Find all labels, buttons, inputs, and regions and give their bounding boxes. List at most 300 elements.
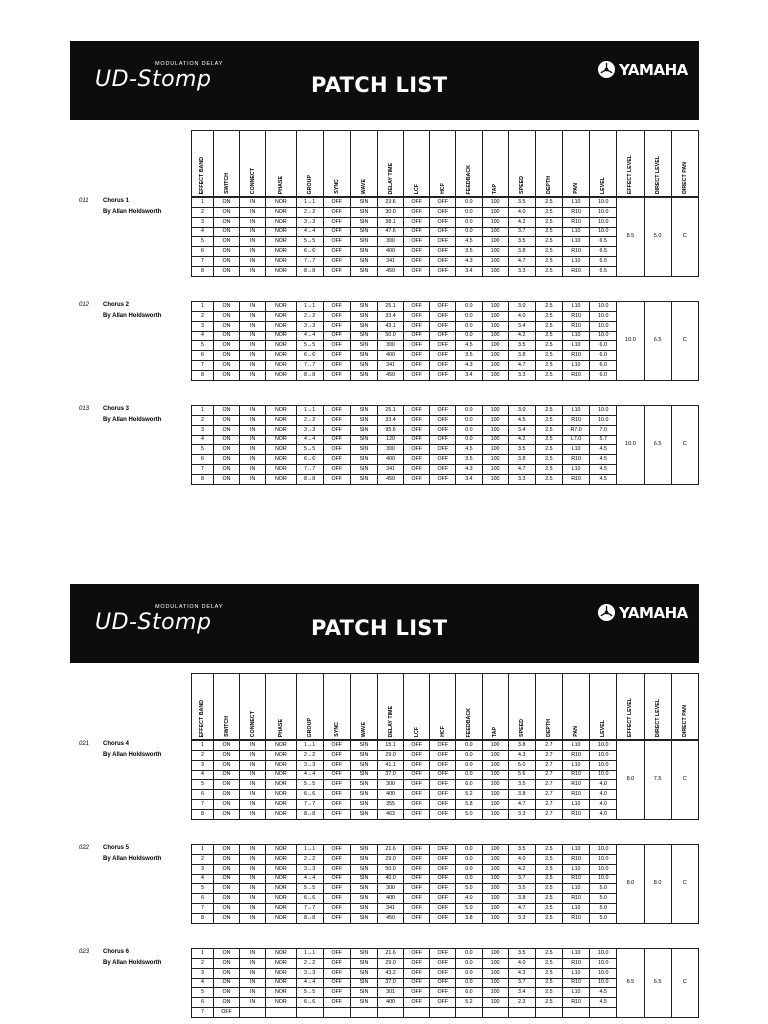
table-cell: 3.5 [508,780,535,790]
table-cell: 7 [192,257,214,267]
column-header [617,131,644,197]
table-cell: L10 [562,237,589,247]
column-header [350,131,377,197]
table-cell: ON [213,247,239,257]
column-header-label: TAP [492,726,499,737]
table-cell: 3 [192,968,214,978]
table-cell: R10 [562,351,589,361]
table-cell: OFF [430,455,456,465]
table-cell: 3.4 [508,321,535,331]
table-cell: IN [240,884,266,894]
table-cell: NOR [266,455,296,465]
table-cell: OFF [404,809,430,819]
table-cell: IN [240,302,266,312]
table-cell: 50.0 [378,864,404,874]
table-cell: 3 [192,217,214,227]
table-cell: NOR [266,198,296,208]
table-cell: 4.7 [508,465,535,475]
table-cell: SIN [350,227,377,237]
table-cell: IN [240,361,266,371]
patch-parameter-table [191,844,699,924]
table-cell: NOR [266,968,296,978]
table-cell: 4.0 [508,311,535,321]
table-cell: 50.0 [378,331,404,341]
table-cell: SIN [350,854,377,864]
direct-level-cell: 7.5 [644,741,671,820]
table-cell: 0.0 [456,760,482,770]
table-cell: 0.0 [456,864,482,874]
table-cell: OFF [404,331,430,341]
ud-stomp-logo [95,604,265,644]
table-cell: OFF [213,1008,239,1018]
table-cell: OFF [430,415,456,425]
table-cell: OFF [323,894,350,904]
direct-pan-cell: C [671,949,698,1018]
table-cell: 100 [482,302,508,312]
table-cell: R10 [562,247,589,257]
table-cell: 3.8 [508,894,535,904]
table-cell: 8→8 [296,809,323,819]
yamaha-brand [597,60,688,79]
table-cell: 4.7 [508,361,535,371]
table-cell: 3→3 [296,968,323,978]
table-cell: IN [240,257,266,267]
table-cell: NOR [266,465,296,475]
table-row [192,198,699,208]
table-cell: OFF [323,958,350,968]
table-cell: IN [240,370,266,380]
column-header-label: HCF [439,183,446,194]
table-cell: 6.0 [590,351,617,361]
table-cell: OFF [323,998,350,1008]
patch-name: Chorus 5 [103,845,130,851]
table-cell: IN [240,341,266,351]
direct-level-cell: 6.5 [644,406,671,485]
table-cell: OFF [430,361,456,371]
patch-number: 012 [79,302,90,308]
table-cell: 8→8 [296,266,323,276]
table-cell: OFF [430,435,456,445]
table-cell: IN [240,415,266,425]
direct-pan-cell: C [671,845,698,924]
column-header [590,674,617,740]
table-cell [430,1008,456,1018]
column-header-label: LCF [413,183,420,194]
table-cell: 29.0 [378,854,404,864]
table-cell: 100 [482,845,508,855]
column-header-label: TAP [492,183,499,194]
table-cell: 2 [192,311,214,321]
table-cell: 7→7 [296,904,323,914]
table-cell: 4.7 [508,904,535,914]
table-cell: ON [213,474,239,484]
page-banner [70,41,699,120]
table-cell: IN [240,331,266,341]
table-cell: 1→1 [296,741,323,751]
table-cell: 300 [378,780,404,790]
table-cell: 100 [482,978,508,988]
column-header-label: FEEDBACK [465,707,472,737]
table-cell: IN [240,874,266,884]
patch-name: Chorus 6 [103,949,130,955]
table-cell: IN [240,854,266,864]
table-cell: 1 [192,741,214,751]
table-cell: 6.5 [590,266,617,276]
column-header-label: GROUP [306,174,313,194]
table-cell: OFF [430,800,456,810]
table-cell: 100 [482,904,508,914]
table-cell: 21.6 [378,949,404,959]
column-header [266,674,296,740]
table-cell: SIN [350,760,377,770]
table-cell: OFF [323,800,350,810]
table-cell: 29.0 [378,958,404,968]
table-cell: OFF [430,741,456,751]
table-cell [240,1008,266,1018]
table-cell: 4→4 [296,331,323,341]
table-cell: OFF [323,949,350,959]
column-header-label: PHASE [277,175,284,194]
table-cell: L10 [562,968,589,978]
table-cell: 8 [192,809,214,819]
table-cell: OFF [323,845,350,855]
table-cell: NOR [266,445,296,455]
table-cell: 3.5 [508,445,535,455]
table-cell: IN [240,790,266,800]
table-cell: 8→8 [296,913,323,923]
table-cell: NOR [266,958,296,968]
table-cell: 2.5 [535,958,562,968]
table-cell: 7 [192,904,214,914]
column-header-label: PAN [573,726,580,737]
table-cell: ON [213,770,239,780]
column-header [590,131,617,197]
table-cell: OFF [404,227,430,237]
column-header-label: DIRECT PAN [681,705,688,737]
table-cell: IN [240,958,266,968]
table-cell: 4 [192,978,214,988]
table-cell: ON [213,406,239,416]
table-cell: 4.3 [508,750,535,760]
table-cell: 4→4 [296,874,323,884]
table-cell: 10.0 [590,854,617,864]
table-cell: 100 [482,800,508,810]
table-cell: 100 [482,998,508,1008]
table-cell: OFF [323,780,350,790]
table-cell: SIN [350,894,377,904]
table-cell: 5→5 [296,445,323,455]
table-cell: ON [213,760,239,770]
column-header [240,131,266,197]
table-cell: SIN [350,257,377,267]
column-header-label: EFFECT BAND [199,156,206,194]
table-cell: 5.0 [590,904,617,914]
table-cell: ON [213,904,239,914]
table-cell: 2.5 [535,331,562,341]
table-cell: 2.3 [508,998,535,1008]
direct-pan-cell: C [671,741,698,820]
table-cell: L10 [562,760,589,770]
table-cell: 100 [482,311,508,321]
table-cell: R10 [562,770,589,780]
table-cell: 2.5 [535,913,562,923]
table-cell: 10.0 [590,741,617,751]
parameter-header [191,130,699,197]
table-cell: 3.7 [508,978,535,988]
logo-subtitle: MODULATION DELAY [155,604,224,610]
table-cell: 3→3 [296,425,323,435]
table-cell: 3.8 [508,247,535,257]
table-cell: 2.7 [535,800,562,810]
table-cell: 3.3 [508,370,535,380]
table-cell: NOR [266,874,296,884]
table-cell: 2 [192,958,214,968]
table-cell: 3.8 [508,790,535,800]
table-cell: OFF [404,341,430,351]
table-cell: 10.0 [590,227,617,237]
column-header-label: EFFECT BAND [199,699,206,737]
table-cell: OFF [430,257,456,267]
table-cell: NOR [266,913,296,923]
effect-level-cell: 8.5 [617,949,644,1018]
column-header [266,131,296,197]
table-cell: 4.5 [590,445,617,455]
column-header [350,674,377,740]
table-cell: OFF [430,198,456,208]
table-cell: L10 [562,845,589,855]
table-cell: 100 [482,968,508,978]
table-cell: OFF [430,913,456,923]
table-cell: 3.8 [508,351,535,361]
column-header-label: LEVEL [600,719,607,737]
table-cell: SIN [350,864,377,874]
table-cell: OFF [404,750,430,760]
table-cell: OFF [323,874,350,884]
ud-stomp-logo [95,61,265,101]
table-cell: ON [213,780,239,790]
table-cell: 100 [482,237,508,247]
table-cell: 100 [482,361,508,371]
table-cell: OFF [430,864,456,874]
table-cell: 5→5 [296,988,323,998]
table-cell: IN [240,406,266,416]
table-cell: 4.7 [508,800,535,810]
table-cell: OFF [430,474,456,484]
patch-name: Chorus 2 [103,302,130,308]
table-cell: IN [240,247,266,257]
patch-number: 013 [79,406,90,412]
table-cell: 4.5 [590,988,617,998]
table-cell: 3→3 [296,321,323,331]
table-cell: 5.0 [456,809,482,819]
table-cell: OFF [430,351,456,361]
table-cell: ON [213,351,239,361]
table-cell: NOR [266,435,296,445]
table-cell: OFF [404,266,430,276]
column-header-label: DELAY TIME [387,705,394,737]
column-header-label: EFFECT LEVEL [627,154,634,194]
table-cell: 300 [378,341,404,351]
table-cell: L10 [562,465,589,475]
table-cell: SIN [350,311,377,321]
table-cell: 4.5 [590,465,617,475]
table-cell: NOR [266,247,296,257]
table-cell: 4.0 [590,800,617,810]
table-cell: NOR [266,425,296,435]
table-cell: 10.0 [590,864,617,874]
table-cell: 100 [482,465,508,475]
table-cell: OFF [430,958,456,968]
table-cell: R7.0 [562,425,589,435]
column-header [213,131,239,197]
table-cell: SIN [350,770,377,780]
table-cell: 3.8 [456,913,482,923]
table-cell: 4→4 [296,978,323,988]
table-cell: OFF [404,361,430,371]
table-cell: SIN [350,998,377,1008]
column-header-label: DIRECT LEVEL [654,155,661,194]
table-cell: 2.5 [535,227,562,237]
table-cell: OFF [404,415,430,425]
table-cell: OFF [404,978,430,988]
table-cell: ON [213,465,239,475]
table-cell: SIN [350,949,377,959]
table-cell: 6.0 [590,341,617,351]
table-cell: 0.0 [456,406,482,416]
table-cell: R10 [562,894,589,904]
table-cell: OFF [323,435,350,445]
table-cell: 4.0 [590,780,617,790]
table-cell: 2.5 [535,894,562,904]
table-cell: IN [240,351,266,361]
table-cell: 100 [482,854,508,864]
table-cell: R10 [562,874,589,884]
table-cell: OFF [323,968,350,978]
table-cell: OFF [323,257,350,267]
table-cell: SIN [350,455,377,465]
table-cell: 2 [192,207,214,217]
table-cell: IN [240,998,266,1008]
table-cell: OFF [404,894,430,904]
table-cell: OFF [404,998,430,1008]
table-cell: SIN [350,237,377,247]
table-cell: 6 [192,247,214,257]
table-cell: 3.4 [456,474,482,484]
table-cell: 4.0 [508,958,535,968]
table-cell: OFF [430,809,456,819]
table-cell: 3 [192,864,214,874]
effect-level-cell: 10.0 [617,302,644,381]
table-cell: 100 [482,370,508,380]
column-header-label: WAVE [360,178,367,194]
effect-level-cell: 8.0 [617,845,644,924]
table-cell: NOR [266,351,296,361]
table-cell: 3→3 [296,217,323,227]
table-cell: SIN [350,247,377,257]
table-cell [590,1008,617,1018]
direct-level-cell: 6.5 [644,949,671,1018]
table-cell: OFF [430,465,456,475]
table-cell: OFF [323,854,350,864]
table-cell: ON [213,266,239,276]
table-cell: IN [240,988,266,998]
table-cell: 341 [378,361,404,371]
table-cell: 29.0 [378,750,404,760]
table-cell: 10.0 [590,874,617,884]
table-cell: OFF [404,770,430,780]
table-cell: NOR [266,217,296,227]
table-cell: 463 [378,809,404,819]
table-cell: 6.5 [590,237,617,247]
table-cell: R10 [562,750,589,760]
table-cell: IN [240,321,266,331]
table-cell: 5 [192,884,214,894]
table-cell: OFF [430,978,456,988]
table-cell: OFF [430,998,456,1008]
table-cell: 3.7 [508,227,535,237]
table-cell: IN [240,465,266,475]
table-cell: 4.3 [456,361,482,371]
table-cell: 6 [192,998,214,1008]
table-cell: 10.0 [590,949,617,959]
table-cell: 6→6 [296,790,323,800]
table-cell: 10.0 [590,217,617,227]
table-cell: SIN [350,845,377,855]
table-cell: 10.0 [590,321,617,331]
table-cell: SIN [350,904,377,914]
table-cell: 100 [482,266,508,276]
column-header-label: EFFECT LEVEL [627,697,634,737]
column-header [430,131,456,197]
table-cell: IN [240,435,266,445]
table-cell: 2.5 [535,854,562,864]
table-cell: 2.5 [535,845,562,855]
table-cell: ON [213,864,239,874]
table-cell: 2.5 [535,207,562,217]
table-cell: OFF [404,845,430,855]
table-cell: NOR [266,854,296,864]
table-cell: OFF [323,809,350,819]
table-cell: L10 [562,445,589,455]
table-cell: 2.5 [535,237,562,247]
table-cell: 2.5 [535,968,562,978]
table-cell: NOR [266,741,296,751]
table-cell: ON [213,809,239,819]
patch-parameter-table [191,197,699,277]
column-header [296,131,323,197]
table-cell: NOR [266,884,296,894]
table-cell: OFF [323,227,350,237]
table-cell: 10.0 [590,311,617,321]
table-cell: 100 [482,474,508,484]
table-cell: 300 [378,237,404,247]
table-cell: 0.0 [456,435,482,445]
table-cell: 2.5 [535,884,562,894]
table-cell: OFF [404,968,430,978]
table-cell [482,1008,508,1018]
table-cell: 2.5 [535,198,562,208]
column-header [456,131,482,197]
table-cell: 4.0 [508,854,535,864]
table-cell: OFF [323,311,350,321]
table-cell: 3→3 [296,760,323,770]
table-cell: 10.0 [590,968,617,978]
table-cell: 100 [482,351,508,361]
table-cell: 0.0 [456,968,482,978]
table-cell: 6.5 [590,247,617,257]
table-cell: 100 [482,949,508,959]
table-cell: OFF [430,406,456,416]
